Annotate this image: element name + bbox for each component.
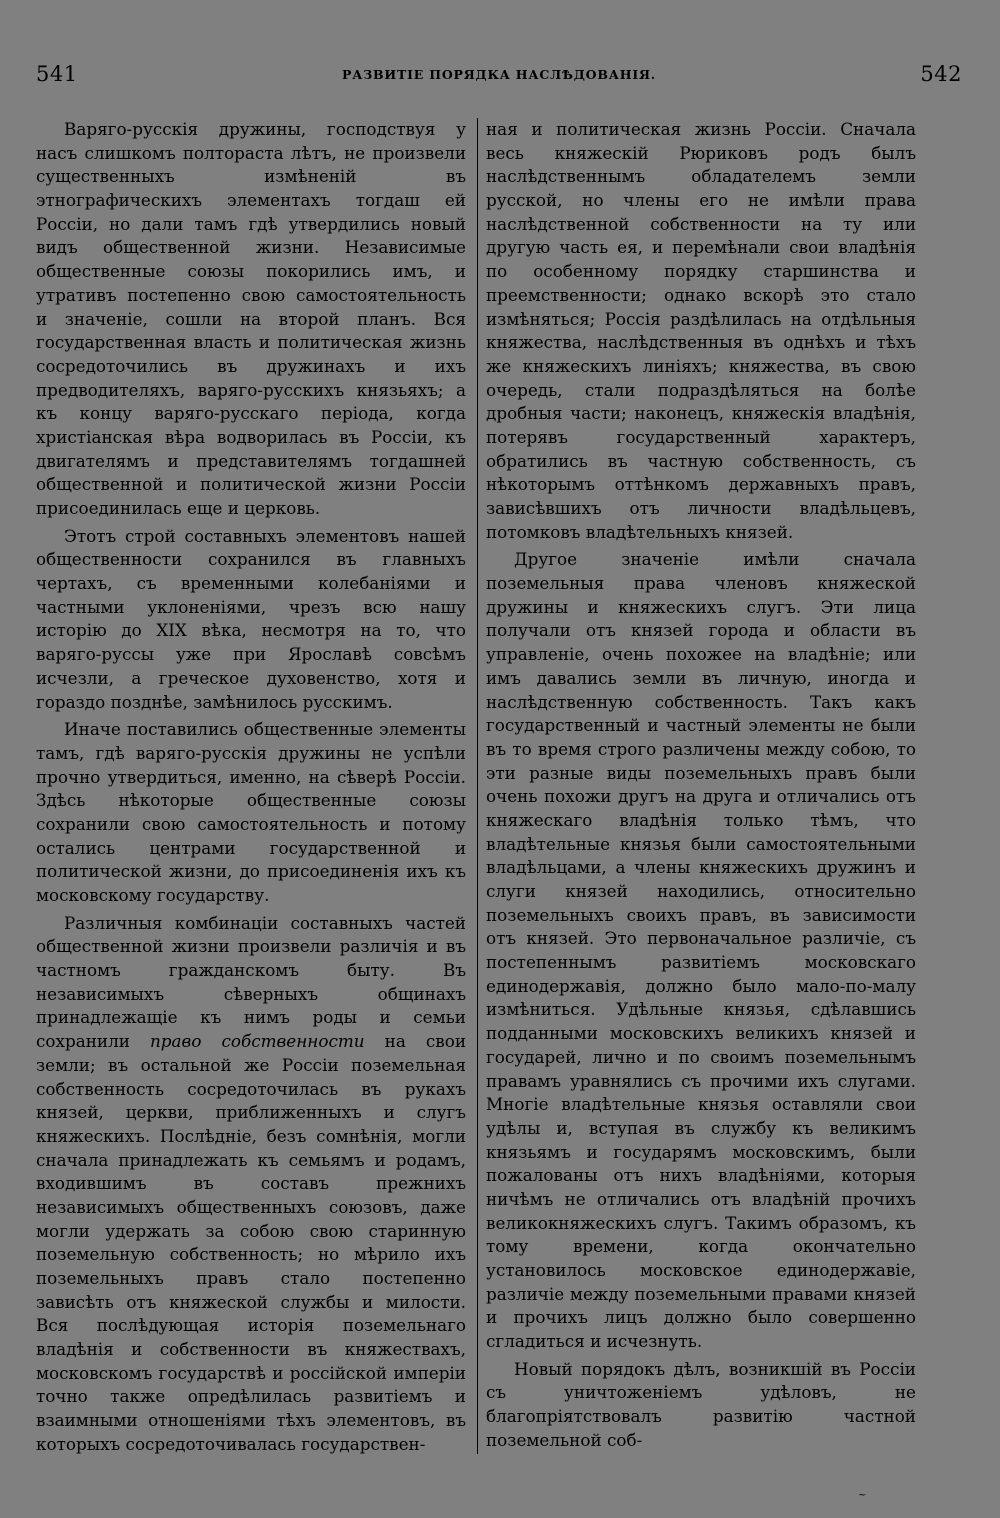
column-divider (477, 118, 478, 1454)
paragraph: Варяго-русскія дружины, господствуя у насъ слишкомъ полтораста лѣтъ, не произвели существенныхъ измѣненій въ этнографическихъ элементахъ тогдаш ей Россіи, но дали тамъ гдѣ утвердились новый видъ общественной жизни. Независимые общественные союзы покорились имъ, и утративъ постепенно свою самостоятельность и значеніе, сошли на второй планъ. Вся государственная власть и политическая жизнь сосредоточились въ дружинахъ и ихъ предводителяхъ, варяго-русскихъ князьяхъ; а къ концу варяго-русскаго періода, когда христіанская вѣра водворилась въ Россіи, къ двигателямъ и представителямъ тогдашней общественной и политической жизни Россіи присоединилась еще и церковь. (36, 119, 466, 518)
italic-term: право собственности (150, 1031, 365, 1052)
paragraph: Иначе поставились общественные элементы тамъ, гдѣ варяго-русскія дружины не успѣли прочно утвердиться, именно, на сѣверѣ Россіи. Здѣсь нѣкоторые общественные союзы сохранили свою самостоятельность и потому остались центрами государственной и политической жизни, до присоединенія ихъ къ московскому государству. (36, 719, 466, 905)
paragraph: Новый порядокъ дѣлъ, возникшій въ Россіи съ уничтоженіемъ удѣловъ, не благопріятствовалъ развитію частной поземельной соб- (486, 1358, 916, 1450)
paragraph-text: Различныя комбинаціи составныхъ частей общественной жизни произвели различія и въ частномъ гражданскомъ быту. Въ независимыхъ сѣверныхъ общинахъ принадлежащіе къ нимъ роды и семьи сохранили (36, 912, 466, 1052)
footer-mark: ~ (858, 1490, 867, 1501)
paragraph-text: на свои земли; въ остальной же Россіи поземельная собственность сосредоточилась въ рукахъ князей, церкви, приближенныхъ и слугъ княжескихъ. Послѣдніе, безъ сомнѣнія, могли сначала принадлежать къ семьямъ и родамъ, входившимъ въ составъ прежнихъ независимыхъ общественныхъ союзовъ, даже могли удержать за собою свою старинную поземельную собственность; но мѣрило ихъ поземельныхъ правъ стало постепенно зависѣть отъ княжеской службы и милости. Вся послѣдующая исторія поземельнаго владѣнія и собственности въ княжествахъ, московскомъ государствѣ и россійской имперіи точно также опредѣлилась развитіемъ и взаимными отношеніями тѣхъ элементовъ, въ которыхъ сосредоточивалась государствен- (36, 1031, 467, 1454)
paragraph: Другое значеніе имѣли сначала поземельныя права членовъ княжеской дружины и княжескихъ слугъ. Эти лица получали отъ князей города и области въ управленіе, очень похожее на владѣніе; или имъ давались земли въ личную, иногда и наслѣдственную собственность. Такъ какъ государственный и частный элементы не были въ то время строго различены между собою, то эти разные виды поземельныхъ правъ были очень похожи другъ на друга и отличались отъ княжескаго владѣнія только тѣмъ, что владѣтельные князья были самостоятельными владѣльцами, а члены княжескихъ дружинъ и слуги князей находились, относительно поземельныхъ своихъ правъ, въ зависимости отъ князей. Это первоначальное различіе, съ постепеннымъ развитіемъ московскаго единодержавія, должно было мало-по-малу измѣниться. Удѣльные князья, сдѣлавшись подданными московскихъ великихъ князей и государей, лично и по своимъ поземельнымъ правамъ уравнялись съ прочими ихъ слугами. Многіе владѣтельные князья оставляли свои удѣлы и, вступая въ службу къ великимъ князьямъ и государямъ московскимъ, были пожалованы отъ нихъ владѣніями, которыя ничѣмъ не отличались отъ владѣній прочихъ великокняжескихъ слугъ. Такимъ образомъ, къ тому времени, когда окончательно установилось московское единодержавіе, различіе между поземельными правами князей и прочихъ лицъ должно было совершенно сгладиться и исчезнуть. (486, 549, 916, 1352)
running-title: РАЗВИТІЕ ПОРЯДКА НАСЛѢДОВАНІЯ. (342, 67, 656, 82)
page-number-right: 542 (920, 62, 962, 86)
right-column (486, 118, 916, 1453)
page-number-left: 541 (36, 62, 78, 86)
paragraph: ная и политическая жизнь Россіи. Сначала весь княжескій Рюриковъ родъ былъ наслѣдственнымъ обладателемъ земли русской, но члены его не имѣли права наслѣдственной собственности на ту или другую часть ея, и перемѣнали свои владѣнія по особенному порядку старшинства и преемственности; однако вскорѣ это стало измѣняться; Россія раздѣлилась на отдѣльныя княжества, наслѣдственныя въ однѣхъ и тѣхъ же княжескихъ линіяхъ; княжества, въ свою очередь, стали подраздѣляться на болѣе дробныя части; наконецъ, княжескія владѣнія, потерявъ государственный характеръ, обратились въ частную собственность, съ нѣкоторымъ оттѣнкомъ державныхъ правъ, зависѣвшихъ отъ личности владѣльцевъ, потомковъ владѣтельныхъ князей. (486, 119, 916, 542)
paragraph (36, 912, 466, 1457)
left-column (36, 118, 466, 1457)
running-header (36, 62, 962, 92)
paragraph: Этотъ строй составныхъ элементовъ нашей общественности сохранился въ главныхъ чертахъ, съ временными колебаніями и частными уклоненіями, чрезъ всю нашу исторію до XIX вѣка, несмотря на то, что варяго-руссы уже при Ярославѣ совсѣмъ исчезли, а греческое духовенство, хотя и гораздо позднѣе, замѣнилось русскимъ. (36, 525, 466, 712)
